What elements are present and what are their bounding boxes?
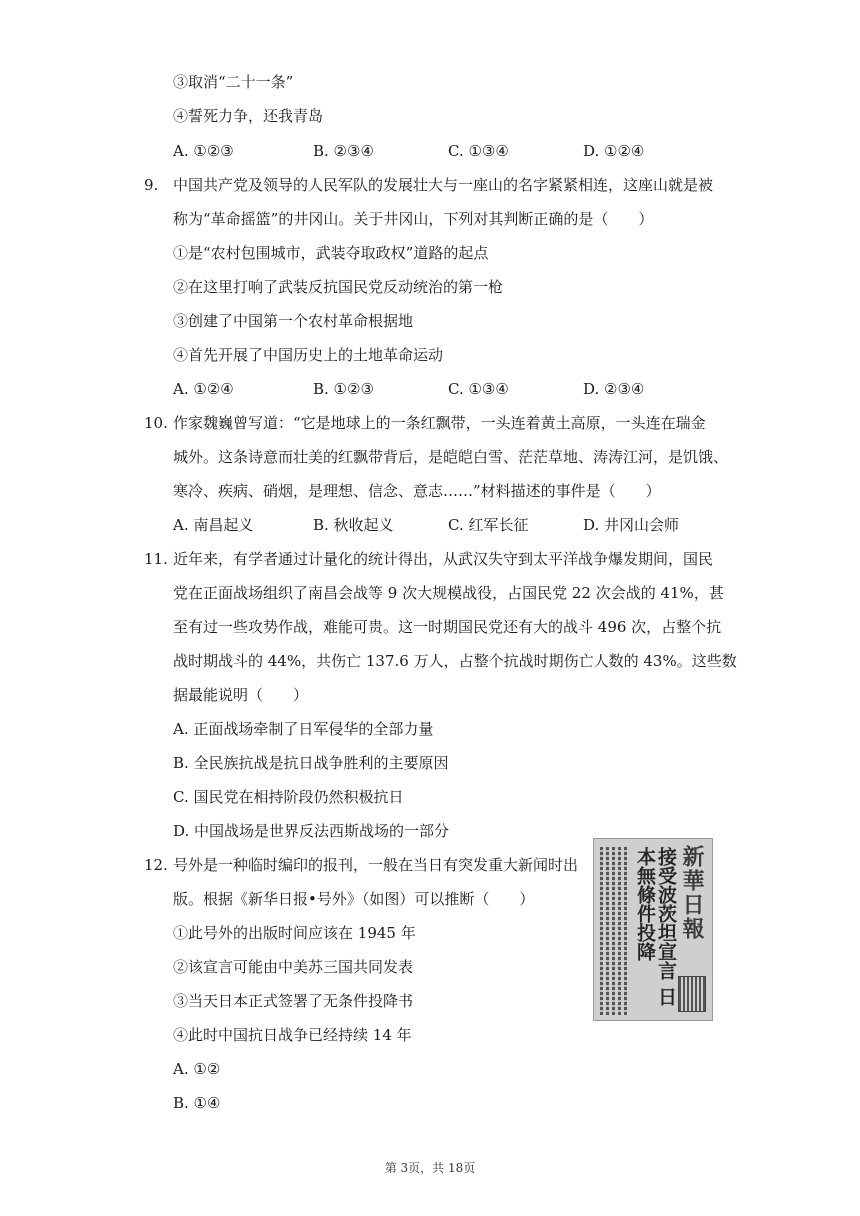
q12-item-2: ②该宣言可能由中美苏三国共同发表: [173, 958, 414, 976]
q10-options: [173, 515, 733, 535]
q12-item-4: ④此时中国抗日战争已经持续 14 年: [173, 1026, 412, 1044]
q10-option-d[interactable]: D. 井冈山会师: [583, 516, 680, 534]
q10-number: 10.: [144, 414, 168, 432]
q10-stem-line: 作家魏巍曾写道：“它是地球上的一条红飘带，一头连着黄土高原，一头连在瑞金: [173, 414, 706, 432]
q8-options: [173, 141, 733, 161]
q12-option-b[interactable]: B. ①④: [173, 1094, 221, 1112]
q11-number: 11.: [144, 550, 168, 568]
q11-option-c[interactable]: C. 国民党在相持阶段仍然积极抗日: [173, 788, 404, 806]
q9-option-d[interactable]: D. ②③④: [583, 380, 645, 398]
q9-option-a[interactable]: A. ①②④: [173, 380, 234, 398]
q9-item-2: ②在这里打响了武装反抗国民党反动统治的第一枪: [173, 278, 504, 296]
q11-stem-line: 至有过一些攻势作战，难能可贵。这一时期国民党还有大的战斗 496 次，占整个抗: [173, 618, 722, 636]
q8-option-c[interactable]: C. ①③④: [448, 142, 509, 160]
q9-item-3: ③创建了中国第一个农村革命根据地: [173, 312, 414, 330]
q11-option-a[interactable]: A. 正面战场牵制了日军侵华的全部力量: [173, 720, 434, 738]
q8-item-4: ④誓死力争，还我青岛: [173, 107, 324, 125]
q11-option-b[interactable]: B. 全民族抗战是抗日战争胜利的主要原因: [173, 754, 449, 772]
q12-item-3: ③当天日本正式签署了无条件投降书: [173, 992, 414, 1010]
q10-stem-line: 城外。这条诗意而壮美的红飘带背后，是皑皑白雪、茫茫草地、涛涛江河，是饥饿、: [173, 448, 729, 466]
q9-options: [173, 379, 733, 399]
q11-stem-line: 党在正面战场组织了南昌会战等 9 次大规模战役，占国民党 22 次会战的 41%，甚: [173, 584, 724, 602]
newspaper-headline: 接受波茨坦宣言 日本無條件投降: [634, 847, 677, 1006]
q11-option-d[interactable]: D. 中国战场是世界反法西斯战场的一部分: [173, 822, 450, 840]
q9-option-b[interactable]: B. ①②③: [313, 380, 374, 398]
q11-stem-line: 据最能说明（ ）: [173, 686, 309, 704]
q12-option-a[interactable]: A. ①②: [173, 1060, 221, 1078]
newspaper-body-text: [600, 847, 630, 1015]
q10-option-b[interactable]: B. 秋收起义: [313, 516, 394, 534]
q12-item-1: ①此号外的出版时间应该在 1945 年: [173, 924, 416, 942]
q8-option-a[interactable]: A. ①②③: [173, 142, 234, 160]
page-footer: 第 3页，共 18页: [384, 1161, 476, 1175]
q9-stem-line: 中国共产党及领导的人民军队的发展壮大与一座山的名字紧紧相连，这座山就是被: [173, 176, 714, 194]
q8-option-b[interactable]: B. ②③④: [313, 142, 374, 160]
q11-stem-line: 战时期战斗的 44%，共伤亡 137.6 万人，占整个抗战时期伤亡人数的 43%。这些数: [173, 652, 737, 670]
q10-option-c[interactable]: C. 红军长征: [448, 516, 529, 534]
q9-option-c[interactable]: C. ①③④: [448, 380, 509, 398]
q10-stem-line: 寒冷、疾病、硝烟，是理想、信念、意志……”材料描述的事件是（ ）: [173, 482, 661, 500]
q9-number: 9.: [144, 176, 159, 194]
newspaper-corner-box: [678, 976, 706, 1012]
q8-option-d[interactable]: D. ①②④: [583, 142, 645, 160]
q12-number: 12.: [144, 856, 168, 874]
q10-option-a[interactable]: A. 南昌起义: [173, 516, 254, 534]
q12-stem-line: 号外是一种临时编印的报刊，一般在当日有突发重大新闻时出: [173, 856, 579, 874]
q12-stem-line: 版。根据《新华日报•号外》（如图）可以推断（ ）: [173, 890, 535, 908]
q8-item-3: ③取消“二十一条”: [173, 73, 294, 91]
q9-item-4: ④首先开展了中国历史上的土地革命运动: [173, 346, 444, 364]
newspaper-extra-image: [593, 838, 713, 1021]
newspaper-masthead: 新華日報: [679, 845, 705, 941]
q11-stem-line: 近年来，有学者通过计量化的统计得出，从武汉失守到太平洋战争爆发期间，国民: [173, 550, 714, 568]
q9-stem-line: 称为“革命摇篮”的井冈山。关于井冈山，下列对其判断正确的是（ ）: [173, 210, 654, 228]
q9-item-1: ①是“农村包围城市，武装夺取政权”道路的起点: [173, 244, 489, 262]
